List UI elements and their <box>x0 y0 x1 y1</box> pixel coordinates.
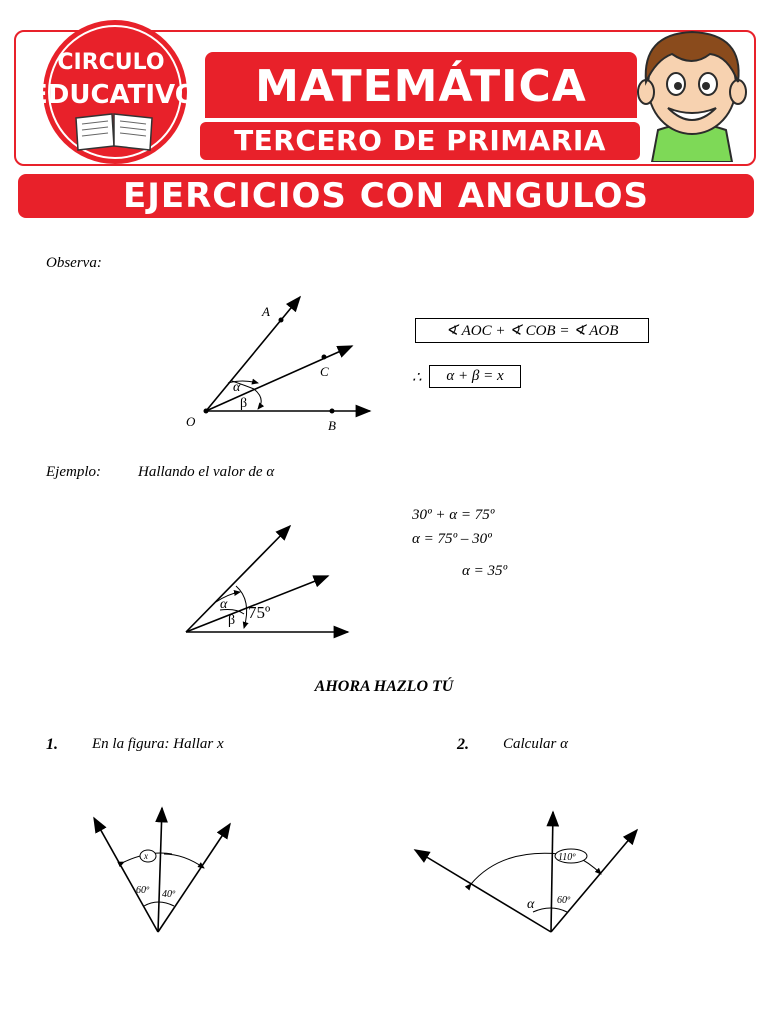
exercise-1-60-label: 60º <box>136 885 150 896</box>
exercise-2-60-label: 60º <box>557 895 571 906</box>
observe-angle-figure <box>170 285 390 435</box>
example-angle-value: 75º <box>248 603 271 622</box>
observe-label: Observa: <box>46 255 102 271</box>
point-o-label: O <box>186 414 196 429</box>
exercise-1-text: En la figura: Hallar x <box>92 736 224 752</box>
exercise-1-number: 1. <box>46 736 58 753</box>
book-icon <box>76 114 152 150</box>
example-step-3: α = 35º <box>462 563 508 579</box>
example-step-1: 30º + α = 75º <box>412 507 495 523</box>
header-title: MATEMÁTICA <box>255 61 587 112</box>
alpha-label: α <box>233 380 241 395</box>
exercise-2-alpha-label: α <box>527 897 535 912</box>
exercise-2-text: Calcular α <box>503 736 568 752</box>
exercise-2-110-label: 110º <box>558 852 576 863</box>
example-step-2: α = 75º – 30º <box>412 531 492 547</box>
exercise-2-number: 2. <box>457 736 469 753</box>
formula-alpha-beta: α + β = x <box>429 365 521 388</box>
formula-angle-sum: ∢ AOC + ∢ COB = ∢ AOB <box>415 318 649 343</box>
logo-line-1: CIRCULO <box>57 50 165 75</box>
example-text: Hallando el valor de α <box>138 464 275 480</box>
therefore-symbol: ∴ <box>412 370 422 386</box>
point-a-label: A <box>262 304 270 319</box>
example-angle-figure <box>180 520 360 645</box>
exercise-1-x-label: x <box>144 851 148 861</box>
point-c-label: C <box>320 364 329 379</box>
section-title: AHORA HAZLO TÚ <box>314 678 454 695</box>
beta-label: β <box>240 396 248 411</box>
logo-line-2: EDUCATIVO <box>30 80 197 110</box>
exercise-2-figure <box>405 800 650 940</box>
point-b-label: B <box>328 418 336 433</box>
example-alpha-label: α <box>220 597 228 612</box>
kid-mascot-icon <box>632 20 752 162</box>
exercise-1-40-label: 40º <box>162 889 176 900</box>
example-label: Ejemplo: <box>46 464 101 480</box>
exercise-banner-title: EJERCICIOS CON ANGULOS <box>123 176 649 216</box>
exercise-1-figure <box>80 800 250 940</box>
example-beta-label: β <box>228 613 236 628</box>
header-subtitle: TERCERO DE PRIMARIA <box>234 124 606 157</box>
